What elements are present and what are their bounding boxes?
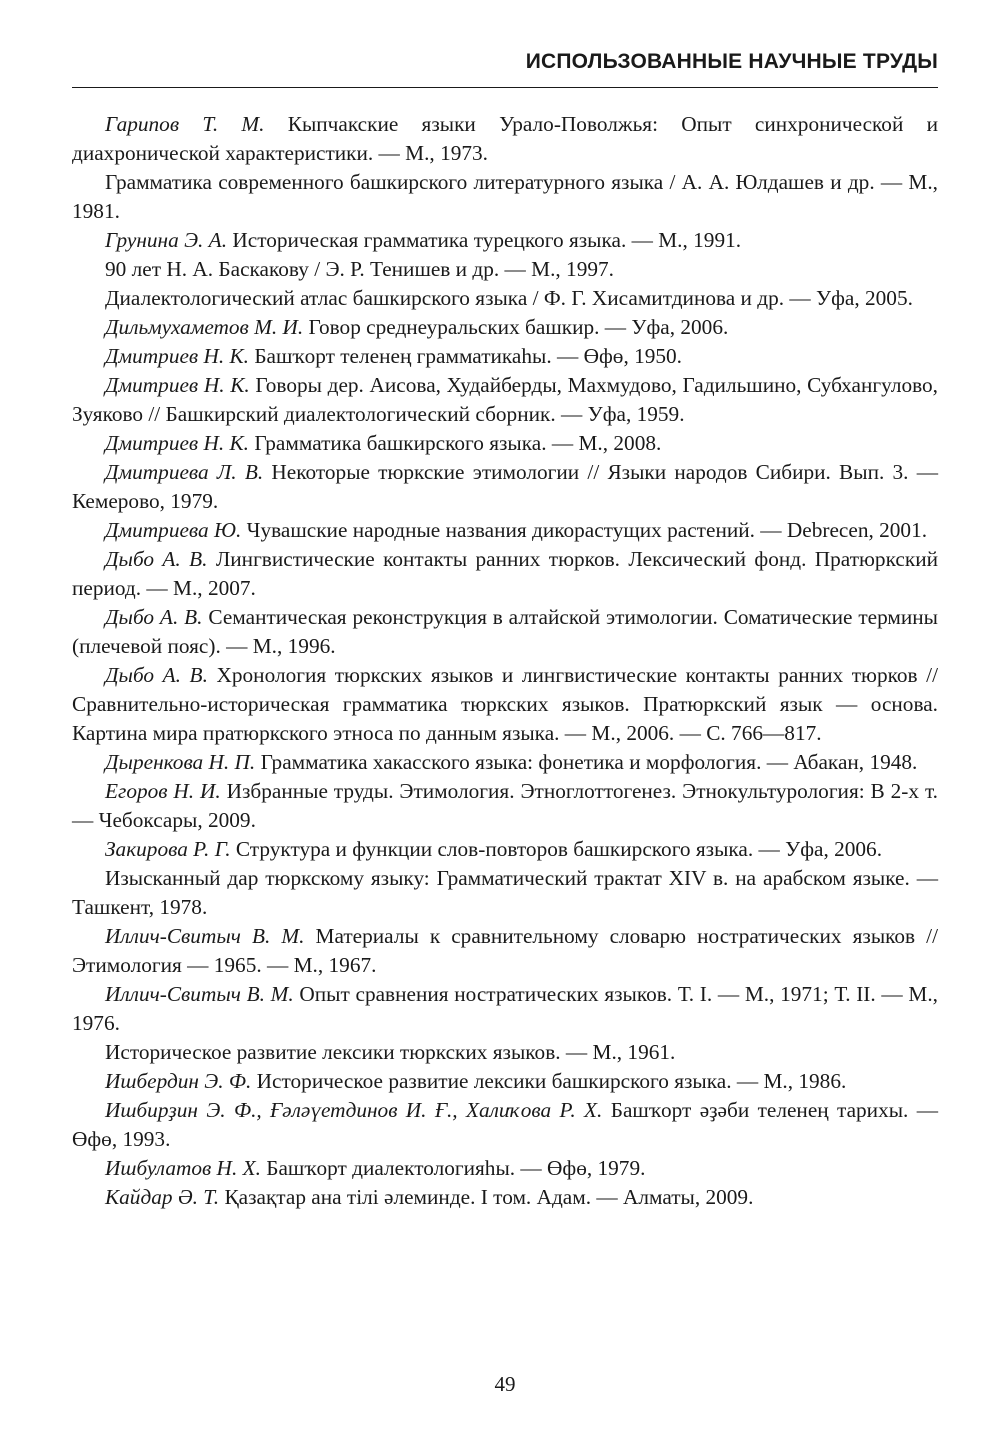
bibliography-entry <box>72 864 938 922</box>
bibliography-entry <box>72 1096 938 1154</box>
entry-text: Историческая грамматика турецкого языка. — М., 1991. <box>232 228 742 252</box>
bibliography-entry <box>72 603 938 661</box>
entry-text: Историческое развитие лексики тюркских языков. — М., 1961. <box>105 1040 676 1064</box>
entry-text: Лингвистические контакты ранних тюрков. Лексический фонд. Пратюркский период. — М., 2007. <box>72 547 938 600</box>
entry-text: Говоры дер. Аисова, Худайберды, Махмудово, Гадильшино, Субхангулово, Зуяково // Башкирский диалектологический сборник. — Уфа, 1959. <box>72 373 939 426</box>
entry-text: Грамматика современного башкирского литературного языка / А. А. Юлдашев и др. — М., 1981. <box>72 170 938 223</box>
bibliography-entry <box>72 429 938 458</box>
bibliography-entry <box>72 313 938 342</box>
bibliography-entry <box>72 255 938 284</box>
entry-text: Қазақтар ана тілі әлеминде. I том. Адам. — Алматы, 2009. <box>224 1185 754 1209</box>
entry-text: Башҡорт әҙәби теленең тарихы. — Өфө, 1993. <box>72 1098 938 1151</box>
entry-author: Ишбирҙин Э. Ф., Ғәләүетдинов И. Ғ., Халиҡова Р. Х. <box>105 1098 603 1122</box>
entry-text: Материалы к сравнительному словарю ностратических языков // Этимология — 1965. — М., 1967. <box>72 924 938 977</box>
bibliography-entry <box>72 545 938 603</box>
running-header: ИСПОЛЬЗОВАННЫЕ НАУЧНЫЕ ТРУДЫ <box>525 50 938 73</box>
entry-text: Семантическая реконструкция в алтайской этимологии. Соматические термины (плечевой пояс). — М., 1996. <box>72 605 938 658</box>
bibliography-entry <box>72 110 938 168</box>
entry-text: Структура и функции слов-повторов башкирского языка. — Уфа, 2006. <box>235 837 883 861</box>
entry-author: Дмитриев Н. К. <box>105 373 250 397</box>
entry-author: Дыбо А. В. <box>105 663 208 687</box>
entry-author: Гарипов Т. М. <box>105 112 265 136</box>
entry-text: Грамматика хакасского языка: фонетика и морфология. — Абакан, 1948. <box>260 750 918 774</box>
page-number: 49 <box>494 1372 516 1396</box>
entry-author: Грунина Э. А. <box>105 228 228 252</box>
header-rule <box>72 87 938 88</box>
bibliography-entry <box>72 516 938 545</box>
entry-author: Дильмухаметов М. И. <box>105 315 304 339</box>
entry-author: Ишбердин Э. Ф. <box>105 1069 252 1093</box>
bibliography-list <box>72 110 938 1212</box>
entry-text: 90 лет Н. А. Баскакову / Э. Р. Тенишев и др. — М., 1997. <box>105 257 614 281</box>
bibliography-entry <box>72 1183 938 1212</box>
bibliography-entry <box>72 1154 938 1183</box>
entry-author: Дмитриева Л. В. <box>105 460 264 484</box>
bibliography-entry <box>72 980 938 1038</box>
entry-author: Иллич-Свитыч В. М. <box>105 924 305 948</box>
bibliography-entry <box>72 226 938 255</box>
entry-text: Опыт сравнения ностратических языков. Т. I. — М., 1971; Т. II. — М., 1976. <box>72 982 938 1035</box>
entry-author: Иллич-Свитыч В. М. <box>105 982 294 1006</box>
entry-author: Дыренкова Н. П. <box>105 750 256 774</box>
entry-text: Башҡорт теленең грамматикаһы. — Өфө, 1950. <box>254 344 683 368</box>
bibliography-entry <box>72 922 938 980</box>
bibliography-entry <box>72 342 938 371</box>
entry-author: Дыбо А. В. <box>105 605 203 629</box>
bibliography-entry <box>72 168 938 226</box>
entry-text: Некоторые тюркские этимологии // Языки народов Сибири. Вып. 3. — Кемерово, 1979. <box>72 460 938 513</box>
bibliography-entry <box>72 835 938 864</box>
entry-author: Ишбулатов Н. Х. <box>105 1156 261 1180</box>
entry-text: Башҡорт диалектологияһы. — Өфө, 1979. <box>266 1156 646 1180</box>
bibliography-entry <box>72 1038 938 1067</box>
bibliography-entry <box>72 748 938 777</box>
bibliography-entry <box>72 777 938 835</box>
entry-text: Хронология тюркских языков и лингвистические контакты ранних тюрков // Сравнительно-историческая грамматика тюркских языков. Пратюркский язык — основа. Картина мира пратюркского этноса по данным языка. — М., 2006. — С. 766—817. <box>72 663 938 745</box>
entry-text: Историческое развитие лексики башкирского языка. — М., 1986. <box>256 1069 847 1093</box>
entry-text: Кыпчакские языки Урало-Поволжья: Опыт синхронической и диахронической характеристики. — М., 1973. <box>72 112 939 165</box>
bibliography-entry <box>72 284 938 313</box>
entry-text: Говор среднеуральских башкир. — Уфа, 2006. <box>308 315 729 339</box>
entry-author: Закирова Р. Г. <box>105 837 231 861</box>
entry-text: Грамматика башкирского языка. — М., 2008. <box>254 431 662 455</box>
entry-author: Дмитриева Ю. <box>105 518 242 542</box>
bibliography-entry <box>72 1067 938 1096</box>
bibliography-entry <box>72 371 938 429</box>
entry-author: Дмитриев Н. К. <box>105 344 249 368</box>
bibliography-entry <box>72 458 938 516</box>
entry-author: Дмитриев Н. К. <box>105 431 249 455</box>
entry-author: Егоров Н. И. <box>105 779 221 803</box>
entry-author: Кайдар Ә. Т. <box>105 1185 220 1209</box>
entry-text: Изысканный дар тюркскому языку: Грамматический трактат XIV в. на арабском языке. — Ташкент, 1978. <box>72 866 938 919</box>
bibliography-entry <box>72 661 938 748</box>
entry-text: Избранные труды. Этимология. Этноглоттогенез. Этнокультурология: В 2-х т. — Чебоксары, 2009. <box>72 779 938 832</box>
entry-text: Чувашские народные названия дикорастущих растений. — Debrecen, 2001. <box>246 518 928 542</box>
book-page <box>72 0 938 1446</box>
entry-text: Диалектологический атлас башкирского языка / Ф. Г. Хисамитдинова и др. — Уфа, 2005. <box>105 286 913 310</box>
entry-author: Дыбо А. В. <box>105 547 208 571</box>
